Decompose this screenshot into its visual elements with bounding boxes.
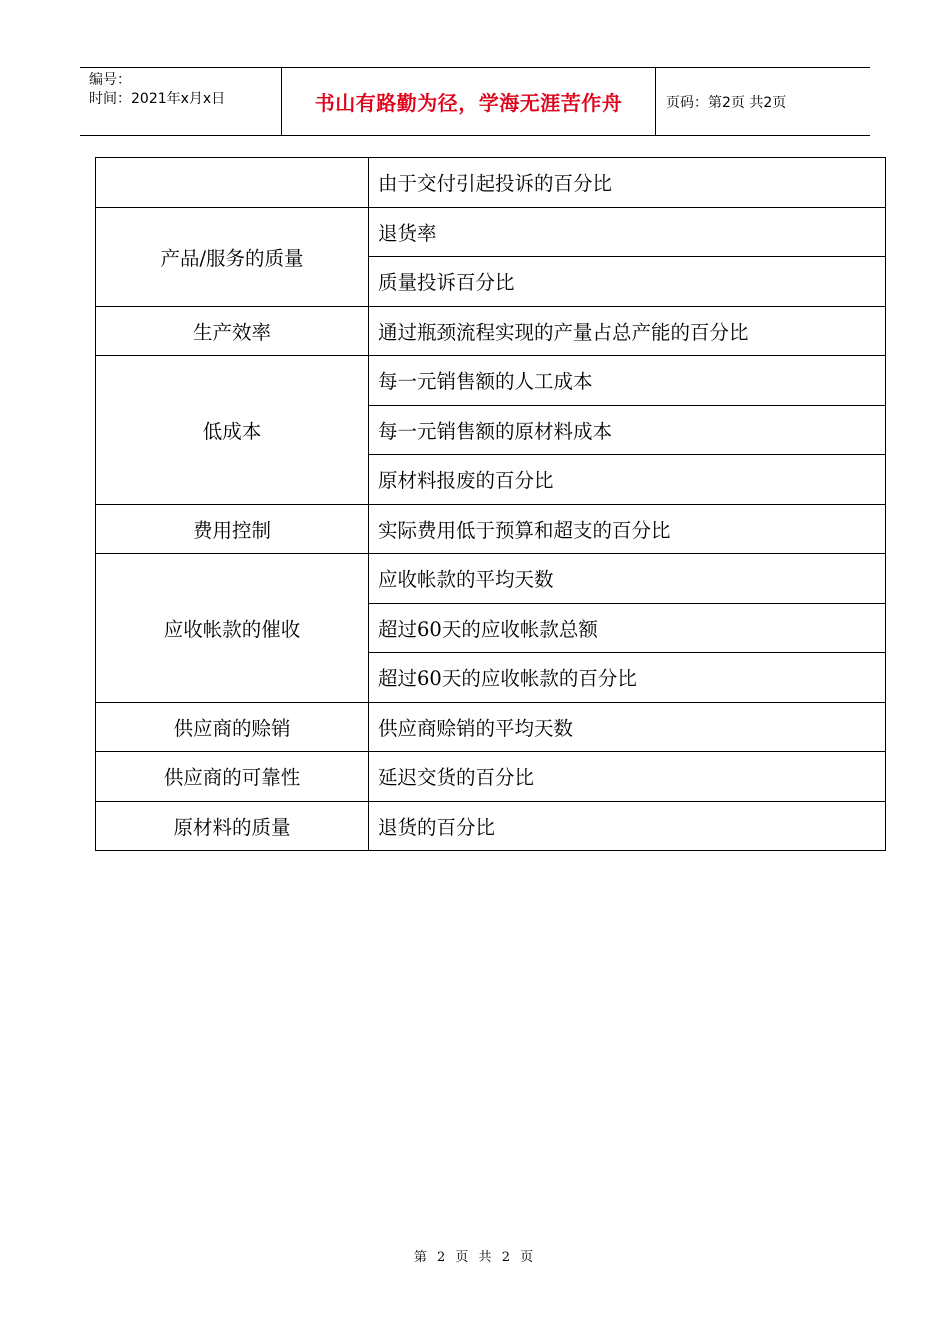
indicator-cell: 原材料报废的百分比: [369, 455, 886, 505]
indicator-cell: 供应商赊销的平均天数: [369, 702, 886, 752]
page-header: [80, 67, 870, 136]
table-row: [96, 702, 886, 752]
category-cell: 应收帐款的催收: [96, 554, 369, 703]
category-cell: 费用控制: [96, 504, 369, 554]
header-motto: 书山有路勤为径，学海无涯苦作舟: [282, 68, 656, 135]
header-page-label: 页码：第2页 共2页: [666, 94, 787, 111]
indicator-cell: 通过瓶颈流程实现的产量占总产能的百分比: [369, 306, 886, 356]
indicator-cell: 应收帐款的平均天数: [369, 554, 886, 604]
table-row: [96, 504, 886, 554]
category-cell: 供应商的可靠性: [96, 752, 369, 802]
indicator-cell: 质量投诉百分比: [369, 257, 886, 307]
table-row: [96, 356, 886, 406]
indicator-cell: 超过60天的应收帐款总额: [369, 603, 886, 653]
category-cell: 原材料的质量: [96, 801, 369, 851]
category-cell: 产品/服务的质量: [96, 207, 369, 306]
indicator-cell: 延迟交货的百分比: [369, 752, 886, 802]
table-row: [96, 554, 886, 604]
table-row: [96, 207, 886, 257]
header-meta: [80, 68, 282, 135]
table-row: [96, 752, 886, 802]
indicator-cell: 实际费用低于预算和超支的百分比: [369, 504, 886, 554]
category-cell: 低成本: [96, 356, 369, 505]
indicator-cell: 退货率: [369, 207, 886, 257]
indicator-cell: 超过60天的应收帐款的百分比: [369, 653, 886, 703]
page-footer: 第 2 页 共 2 页: [413, 1250, 537, 1265]
time-label: 时间：2021年x月x日: [89, 91, 226, 107]
indicator-cell: 由于交付引起投诉的百分比: [369, 158, 886, 208]
category-cell: 供应商的赊销: [96, 702, 369, 752]
indicator-cell: 每一元销售额的人工成本: [369, 356, 886, 406]
table-row: [96, 801, 886, 851]
table-row: [96, 158, 886, 208]
kpi-table: [95, 157, 886, 851]
table-row: [96, 306, 886, 356]
indicator-cell: 退货的百分比: [369, 801, 886, 851]
category-cell: [96, 158, 369, 208]
indicator-cell: 每一元销售额的原材料成本: [369, 405, 886, 455]
number-label: 编号：: [89, 72, 131, 88]
category-cell: 生产效率: [96, 306, 369, 356]
